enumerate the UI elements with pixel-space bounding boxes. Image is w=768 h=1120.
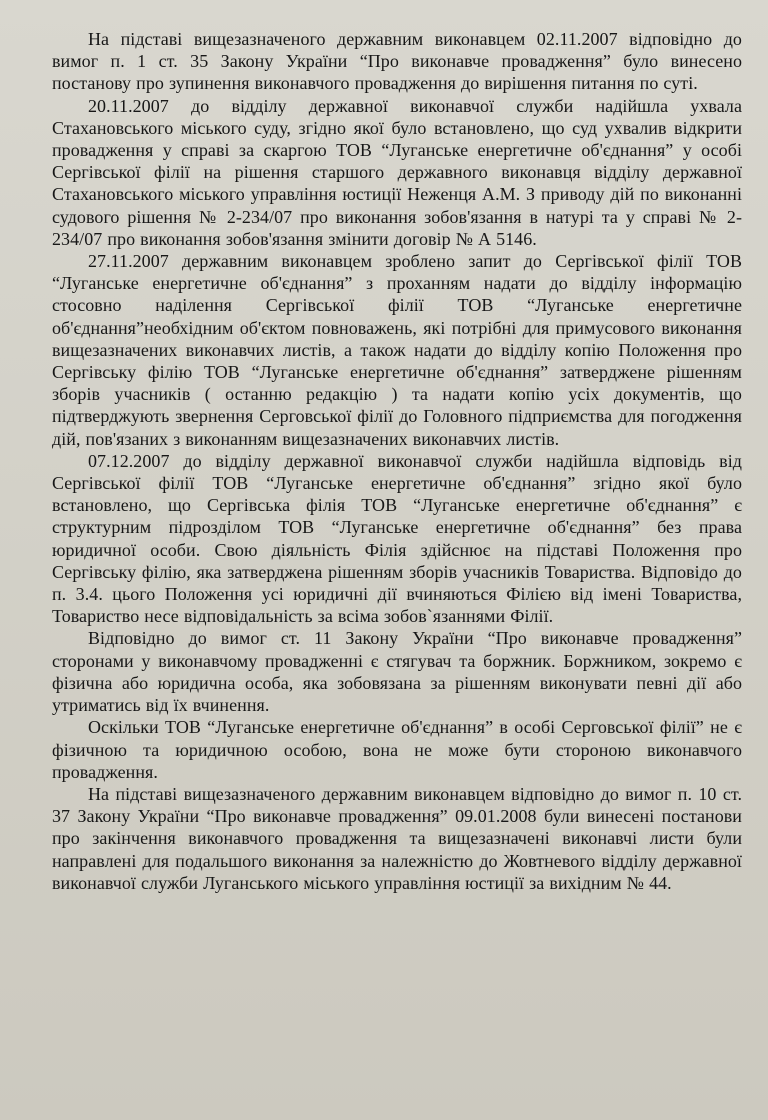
- paragraph-closing-decision: На підставі вищезазначеного державним виконавцем відповідно до вимог п. 10 ст. 37 Закону України “Про виконавче провадження” 09.01.2008 були винесені постанови про закінчення виконавчого провадження та вищезазначені виконавчі листи були направлені для подальшого виконання за належністю до Жовтневого відділу державної виконавчої служби Луганського міського управління юстиції за вихідним № 44.: [52, 783, 742, 893]
- paragraph-law-parties: Відповідно до вимог ст. 11 Закону України “Про виконавче провадження” сторонами у виконавчому провадженні є стягувач та боржник. Боржником, зокремо є фізична або юридична особа, яка зобовязана за рішенням виконувати певні дії або утриматись від їх вчинення.: [52, 628, 742, 716]
- paragraph-court-ruling: 20.11.2007 до відділу державної виконавчої служби надійшла ухвала Стахановського міського суду, згідно якої було встановлено, що суд ухвалив відкрити провадження у справі за скаргою ТОВ “Луганське енергетичне об'єднання” у особі Сергівської філії на рішення старшого державного виконавця відділу державної Стахановського міського управління юстиції Неженця А.М. З приводу дій по виконанні судового рішення № 2-234/07 про виконання зобов'язання в натурі та у справі № 2-234/07 про виконання зобов'язання змінити договір № А 5146.: [52, 95, 742, 249]
- paragraph-not-a-party: Оскільки ТОВ “Луганське енергетичне об'єднання” в особі Серговської філії” не є фізичною та юридичною особою, вона не може бути стороною виконавчого провадження.: [52, 717, 742, 782]
- paragraph-suspension-order: На підставі вищезазначеного державним виконавцем 02.11.2007 відповідно до вимог п. 1 ст. 35 Закону України “Про виконавче провадження” було винесено постанову про зупинення виконавчого провадження до вирішення питання по суті.: [52, 29, 742, 94]
- paragraph-information-request: 27.11.2007 державним виконавцем зроблено запит до Сергівської філії ТОВ “Луганське енергетичне об'єднання” з проханням надати до відділу інформацію стосовно наділення Сергівської філії ТОВ “Луганське енергетичне об'єднання”необхідним об'єктом повноважень, які потрібні для примусового виконання вищезазначених виконавчих листів, а також надати до відділу копію Положення про Сергівську філію ТОВ “Луганське енергетичне об'єднання” затверджене рішенням зборів учасників ( останню редакцію ) та надати копію усіх документів, що підтверджують звернення Серговської філії до Головного підприємства для погодження дій, пов'язаних з виконанням вищезазначених виконавчих листів.: [52, 251, 742, 449]
- document-body: [52, 28, 742, 894]
- paragraph-branch-response: 07.12.2007 до відділу державної виконавчої служби надійшла відповідь від Сергівської філії ТОВ “Луганське енергетичне об'єднання” згідно якої було встановлено, що Сергівська філія ТОВ “Луганське енергетичне об'єднання” є структурним підрозділом ТОВ “Луганське енергетичне об'єднання” без права юридичної особи. Свою діяльність Філія здійснює на підставі Положення про Сергівську філію, яка затверджена рішенням зборів учасників Товариства. Відповідо до п. 3.4. цього Положення усі юридичні дії вчиняються Філією від імені Товариства, Товариство несе відповідальність за всіма зобов`язаннями Філії.: [52, 450, 742, 627]
